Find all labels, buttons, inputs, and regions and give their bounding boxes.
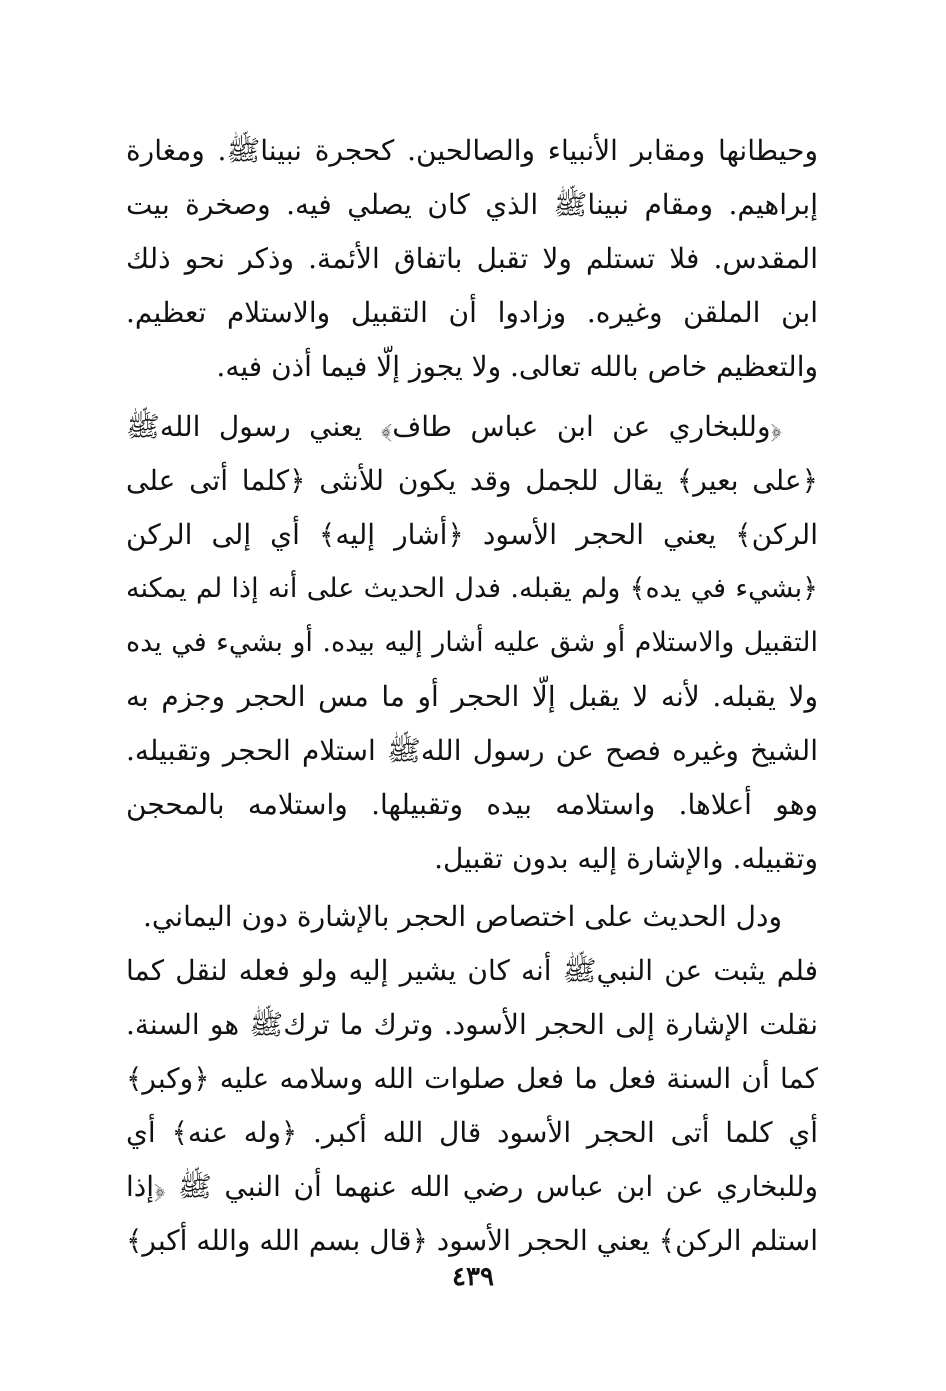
text-line: ابن الملقن وغيره. وزادوا أن التقبيل والاستلام تعظيم.: [126, 296, 818, 329]
text-line: ودل الحديث على اختصاص الحجر بالإشارة دون اليماني.: [143, 900, 782, 933]
text-line: الشيخ وغيره فصح عن رسول اللهﷺ استلام الحجر وتقبيله.: [126, 734, 818, 767]
text-line: ﴿وللبخاري عن ابن عباس طاف﴾ يعني رسول اللهﷺ: [126, 410, 782, 443]
text-line: الركن﴾ يعني الحجر الأسود ﴿أشار إليه﴾ أي إلى الركن: [126, 518, 818, 551]
text-line: أي كلما أتى الحجر الأسود قال الله أكبر. ﴿وله عنه﴾ أي: [126, 1116, 818, 1149]
text-line: وتقبيله. والإشارة إليه بدون تقبيل.: [434, 842, 818, 875]
text-line: نقلت الإشارة إلى الحجر الأسود. وترك ما تركﷺ هو السنة.: [126, 1008, 818, 1041]
text-line: ﴿بشيء في يده﴾ ولم يقبله. فدل الحديث على أنه إذا لم يمكنه: [126, 573, 818, 604]
paragraph-2: [126, 400, 818, 886]
text-line: وللبخاري عن ابن عباس رضي الله عنهما أن النبي ﷺ ﴿إذا: [126, 1170, 818, 1203]
text-line: وحيطانها ومقابر الأنبياء والصالحين. كحجرة نبيناﷺ. ومغارة: [126, 134, 818, 167]
text-line: كما أن السنة فعل ما فعل صلوات الله وسلامه عليه ﴿وكبر﴾: [126, 1062, 818, 1095]
text-line: ولا يقبله. لأنه لا يقبل إلّا الحجر أو ما مس الحجر وجزم به: [126, 680, 818, 713]
text-line: إبراهيم. ومقام نبيناﷺ الذي كان يصلي فيه. وصخرة بيت: [126, 188, 818, 221]
page-number: ٤٣٩: [452, 1262, 494, 1292]
text-line: استلم الركن﴾ يعني الحجر الأسود ﴿قال بسم الله والله أكبر﴾: [126, 1224, 818, 1257]
paragraph-3: [126, 890, 818, 1268]
text-line: المقدس. فلا تستلم ولا تقبل باتفاق الأئمة. وذكر نحو ذلك: [126, 242, 818, 275]
text-line: ﴿على بعير﴾ يقال للجمل وقد يكون للأنثى ﴿كلما أتى على: [126, 464, 818, 497]
text-line: والتعظيم خاص بالله تعالى. ولا يجوز إلّا فيما أذن فيه.: [216, 350, 818, 383]
paragraph-1: [126, 124, 818, 394]
text-line: فلم يثبت عن النبيﷺ أنه كان يشير إليه ولو فعله لنقل كما: [126, 954, 818, 987]
text-line: وهو أعلاها. واستلامه بيده وتقبيلها. واستلامه بالمحجن: [126, 788, 818, 821]
text-line: التقبيل والاستلام أو شق عليه أشار إليه بيده. أو بشيء في يده: [126, 627, 818, 658]
